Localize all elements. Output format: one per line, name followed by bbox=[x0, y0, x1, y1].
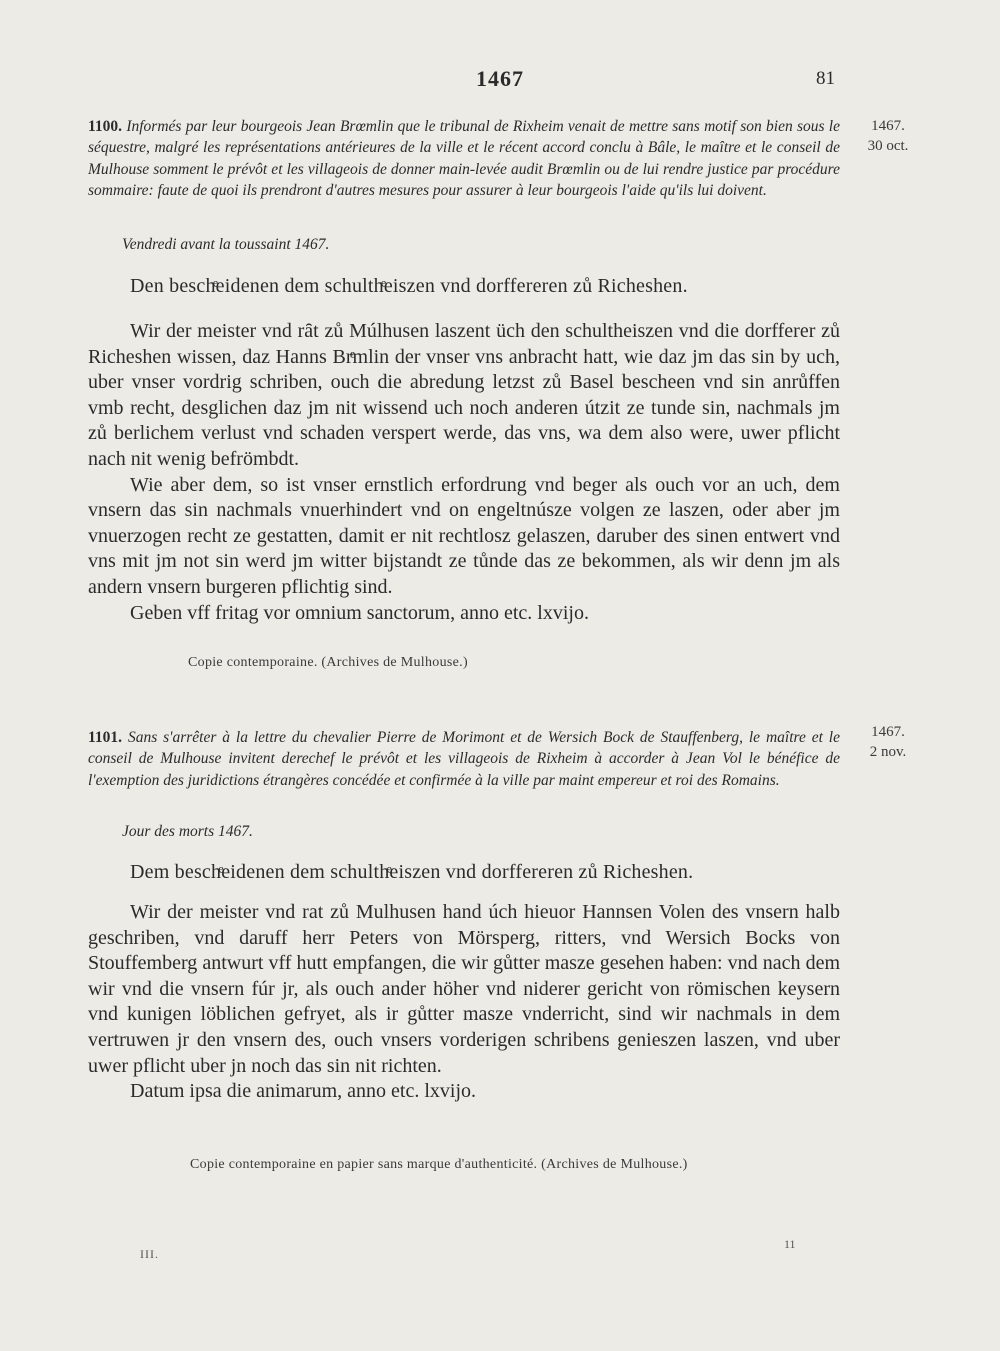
summary-text: Informés par leur bourgeois Jean Brœmlin que le tribunal de Rixheim venait de mettre sans motif son bien sous le séquestre, malgré les représentations antérieures de la ville et le récent accord conclu à Bâle, le maître et le conseil de Mulhouse somment le prévôt et les villageois de donner main-levée audit Brœmlin ou de lui rendre justice par procédure sommaire: faute de quoi ils prendront d'autres mesures pour assurer à leur bourgeois l'aide qu'ils lui doivent. bbox=[88, 118, 840, 200]
sheet-number: 11 bbox=[784, 1237, 796, 1251]
margin-year: 1467. bbox=[871, 724, 905, 740]
entry-1100-letter-text bbox=[88, 319, 840, 626]
entry-1101-address: Dem beschͤeidenen dem schulthͤeiszen vnd dorffereren zů Richeshen. bbox=[130, 861, 694, 883]
letter-paragraph: Wie aber dem, so ist vnser ernstlich erfordrung vnd beger als ouch vor an uch, dem vnsern das sin nachmals vnuerhindert vnd on engeltnúsze volgen ze laszen, oder aber jm vnuerzogen recht ze gestatten, damit er nit rechtlosz gelaszen, daruber des sinen entwert vnd vns mit jm not sin werd jm witter bijstandt ze tůnde das ze bekommen, als wir denn jm als andern vnsern burgeren pflichtig sind. bbox=[88, 473, 840, 598]
margin-day: 2 nov. bbox=[869, 744, 907, 760]
entry-1100-summary bbox=[88, 116, 840, 202]
entry-1101-date-line: Jour des morts 1467. bbox=[122, 823, 253, 840]
letter-paragraph: Geben vff fritag vor omnium sanctorum, anno etc. lxvijo. bbox=[130, 601, 589, 624]
summary-text: Sans s'arrêter à la lettre du chevalier Pierre de Morimont et de Wersich Bock de Stauffenberg, le maître et le conseil de Mulhouse invitent derechef le prévôt et les villageois de Rixheim à accorder à Jean Vol le bénéfice de l'exemption des juridictions étrangères concédée et confirmée à la ville par maint empereur et roi des Romains. bbox=[88, 729, 840, 789]
entry-1101-source-note: Copie contemporaine en papier sans marque d'authenticité. (Archives de Mulhouse.) bbox=[190, 1157, 688, 1172]
entry-number: 1100. bbox=[88, 118, 123, 135]
entry-1101-margin-date bbox=[858, 722, 918, 762]
page-number: 81 bbox=[816, 68, 835, 89]
margin-day: 30 oct. bbox=[867, 138, 909, 154]
entry-1100-source-note: Copie contemporaine. (Archives de Mulhouse.) bbox=[188, 655, 468, 670]
letter-paragraph: Wir der meister vnd rat zů Mulhusen hand úch hieuor Hannsen Volen des vnsern halb geschriben, vnd daruff herr Peters von Mörsperg, ritters, vnd Wersich Bocks von Stouffemberg antwurt vff hutt empfangen, die wir gůtter masze gesehen haben: vnd nach dem wir vnd die vnsern fúr jr, als ouch ander höher vnd niderer gericht von römischen keysern vnd kunigen löblichen gefryet, als ir gůtter masze vnderricht, sind wir nachmals in dem vertruwen jr den vnsern des, ouch vnsers vorderigen schribens genieszen laszen, vnd uber uwer pflicht uber jn noch das sin nit richten. bbox=[88, 901, 840, 1077]
entry-1100-margin-date bbox=[858, 116, 918, 156]
entry-1101-summary bbox=[88, 727, 840, 791]
letter-paragraph: Datum ipsa die animarum, anno etc. lxvijo. bbox=[130, 1080, 477, 1103]
entry-1101-letter-text bbox=[88, 900, 840, 1105]
running-header-year: 1467 bbox=[476, 66, 524, 91]
entry-number: 1101. bbox=[88, 729, 123, 746]
signature-mark: III. bbox=[140, 1247, 159, 1261]
entry-1100-date-line: Vendredi avant la toussaint 1467. bbox=[122, 236, 330, 253]
letter-paragraph: Wir der meister vnd rȃt zů Múlhusen laszent üch den schultheiszen vnd die dorfferer zů Richeshen wissen, daz Hanns Brͤmlin der vnser vns anbracht hatt, wie daz jm das sin by uch, uber vnser vordrig schriben, ouch die abredung letzst zů Basel bescheen vnd sin anrůffen vmb recht, desglichen daz jm nit wissend uch noch anderen útzit ze tunde sin, nachmals jm zů berlichem verlust vnd schaden verspert werde, das vns, wa dem also were, uwer pflicht nach nit wenig befrömbdt. bbox=[88, 320, 840, 470]
margin-year: 1467. bbox=[871, 118, 905, 134]
entry-1100-address: Den beschͤeidenen dem schulthͤeiszen vnd dorffereren zů Richeshen. bbox=[130, 275, 688, 297]
